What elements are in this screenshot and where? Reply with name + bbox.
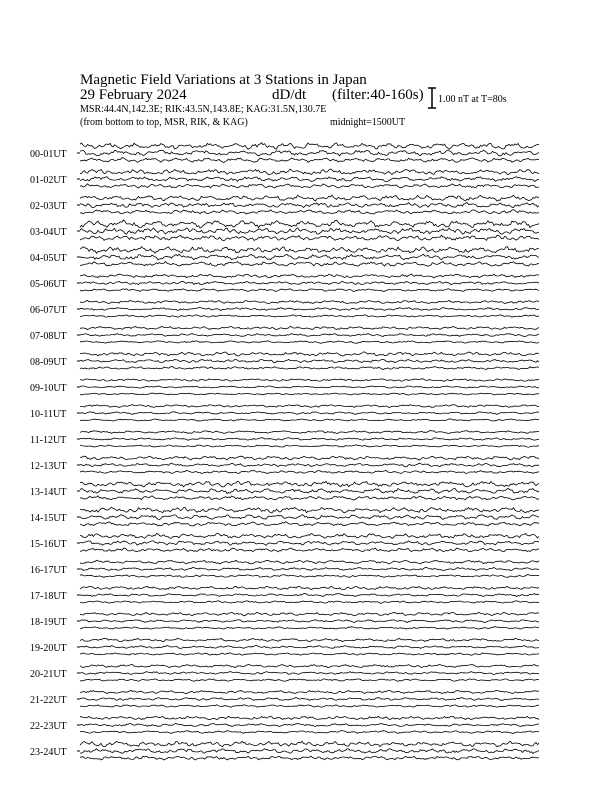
row-label-03-04UT: 03-04UT [30, 227, 67, 238]
trace-RIK-08-09UT [80, 359, 539, 362]
trace-KAG-20-21UT [80, 665, 539, 668]
trace-RIK-10-11UT [80, 412, 539, 415]
trace-RIK-12-13UT [80, 463, 539, 467]
trace-RIK-17-18UT [80, 594, 539, 597]
trace-RIK-11-12UT [80, 438, 539, 441]
row-label-23-24UT: 23-24UT [30, 747, 67, 758]
trace-KAG-14-15UT [80, 507, 539, 513]
trace-KAG-12-13UT [80, 456, 539, 460]
trace-MSR-01-02UT [80, 184, 539, 188]
trace-KAG-08-09UT [80, 352, 539, 356]
row-label-01-02UT: 01-02UT [30, 175, 67, 186]
row-label-15-16UT: 15-16UT [30, 539, 67, 550]
trace-KAG-07-08UT [80, 326, 539, 329]
trace-MSR-20-21UT [80, 679, 539, 681]
trace-RIK-15-16UT [80, 541, 539, 545]
trace-MSR-22-23UT [80, 731, 539, 734]
row-label-09-10UT: 09-10UT [30, 383, 67, 394]
trace-MSR-08-09UT [80, 367, 539, 370]
trace-KAG-23-24UT [80, 741, 539, 747]
row-label-07-08UT: 07-08UT [30, 331, 67, 342]
row-label-06-07UT: 06-07UT [30, 305, 67, 316]
trace-KAG-02-03UT [80, 195, 539, 201]
trace-KAG-03-04UT [80, 220, 539, 228]
trace-MSR-02-03UT [80, 210, 539, 214]
row-label-17-18UT: 17-18UT [30, 591, 67, 602]
trace-RIK-04-05UT [80, 254, 539, 260]
trace-KAG-06-07UT [80, 300, 539, 303]
trace-MSR-04-05UT [80, 262, 539, 267]
trace-RIK-21-22UT [80, 698, 539, 701]
chart-quantity: dD/dt [272, 87, 307, 103]
row-label-05-06UT: 05-06UT [30, 279, 67, 290]
trace-KAG-13-14UT [80, 481, 539, 487]
trace-KAG-19-20UT [80, 638, 539, 642]
row-label-11-12UT: 11-12UT [30, 435, 67, 446]
trace-RIK-03-04UT [80, 228, 539, 234]
row-label-02-03UT: 02-03UT [30, 201, 67, 212]
trace-MSR-07-08UT [80, 341, 539, 344]
trace-RIK-20-21UT [80, 672, 539, 675]
trace-KAG-22-23UT [80, 716, 539, 719]
trace-RIK-19-20UT [80, 646, 539, 649]
trace-RIK-07-08UT [80, 334, 539, 337]
row-label-12-13UT: 12-13UT [30, 461, 67, 472]
trace-RIK-14-15UT [80, 515, 539, 520]
scale-bar [428, 88, 436, 108]
trace-MSR-18-19UT [80, 627, 539, 629]
trace-MSR-16-17UT [80, 575, 539, 578]
trace-RIK-13-14UT [80, 488, 539, 493]
row-label-10-11UT: 10-11UT [30, 409, 67, 420]
trace-MSR-11-12UT [80, 445, 539, 447]
trace-MSR-05-06UT [80, 289, 539, 292]
trace-RIK-02-03UT [80, 202, 539, 207]
trace-MSR-09-10UT [80, 393, 539, 395]
trace-KAG-09-10UT [80, 379, 539, 382]
trace-RIK-00-01UT [80, 150, 539, 156]
trace-KAG-15-16UT [80, 533, 539, 538]
row-label-22-23UT: 22-23UT [30, 721, 67, 732]
trace-MSR-23-24UT [80, 756, 539, 760]
chart-title: Magnetic Field Variations at 3 Stations in Japan [80, 72, 367, 88]
row-label-20-21UT: 20-21UT [30, 669, 67, 680]
trace-KAG-01-02UT [80, 169, 539, 175]
trace-RIK-16-17UT [80, 567, 539, 570]
trace-MSR-14-15UT [80, 522, 539, 526]
row-label-08-09UT: 08-09UT [30, 357, 67, 368]
trace-RIK-23-24UT [80, 749, 539, 754]
trace-MSR-12-13UT [80, 470, 539, 473]
trace-RIK-06-07UT [80, 308, 539, 311]
trace-KAG-10-11UT [80, 405, 539, 408]
trace-KAG-18-19UT [80, 612, 539, 616]
row-label-13-14UT: 13-14UT [30, 487, 67, 498]
trace-RIK-01-02UT [80, 177, 539, 182]
trace-KAG-16-17UT [80, 560, 539, 564]
trace-MSR-10-11UT [80, 419, 539, 421]
row-label-18-19UT: 18-19UT [30, 617, 67, 628]
chart-filter: (filter:40-160s) [332, 87, 424, 103]
trace-MSR-03-04UT [80, 235, 539, 241]
trace-KAG-04-05UT [80, 247, 539, 254]
trace-RIK-05-06UT [80, 281, 539, 284]
row-label-04-05UT: 04-05UT [30, 253, 67, 264]
trace-MSR-17-18UT [80, 601, 539, 604]
row-label-19-20UT: 19-20UT [30, 643, 67, 654]
trace-KAG-11-12UT [80, 431, 539, 434]
row-label-21-22UT: 21-22UT [30, 695, 67, 706]
row-label-00-01UT: 00-01UT [30, 149, 67, 160]
trace-KAG-05-06UT [80, 274, 539, 278]
trace-MSR-13-14UT [80, 496, 539, 500]
midnight-note: midnight=1500UT [330, 117, 406, 128]
trace-MSR-06-07UT [80, 315, 539, 318]
scale-bar-label: 1.00 nT at T=80s [438, 94, 507, 105]
row-label-16-17UT: 16-17UT [30, 565, 67, 576]
trace-KAG-00-01UT [80, 143, 539, 150]
trace-RIK-09-10UT [80, 386, 539, 388]
trace-order-note: (from bottom to top, MSR, RIK, & KAG) [80, 117, 248, 128]
trace-KAG-17-18UT [80, 586, 539, 589]
trace-KAG-21-22UT [80, 690, 539, 693]
trace-MSR-15-16UT [80, 548, 539, 552]
chart-date: 29 February 2024 [80, 87, 187, 103]
trace-RIK-22-23UT [80, 723, 539, 726]
station-coordinates: MSR:44.4N,142.3E; RIK:43.5N,143.8E; KAG:31.5N,130.7E [80, 104, 327, 115]
trace-MSR-19-20UT [80, 653, 539, 656]
trace-MSR-00-01UT [80, 158, 539, 163]
trace-RIK-18-19UT [80, 620, 539, 623]
trace-MSR-21-22UT [80, 705, 539, 708]
row-label-14-15UT: 14-15UT [30, 513, 67, 524]
